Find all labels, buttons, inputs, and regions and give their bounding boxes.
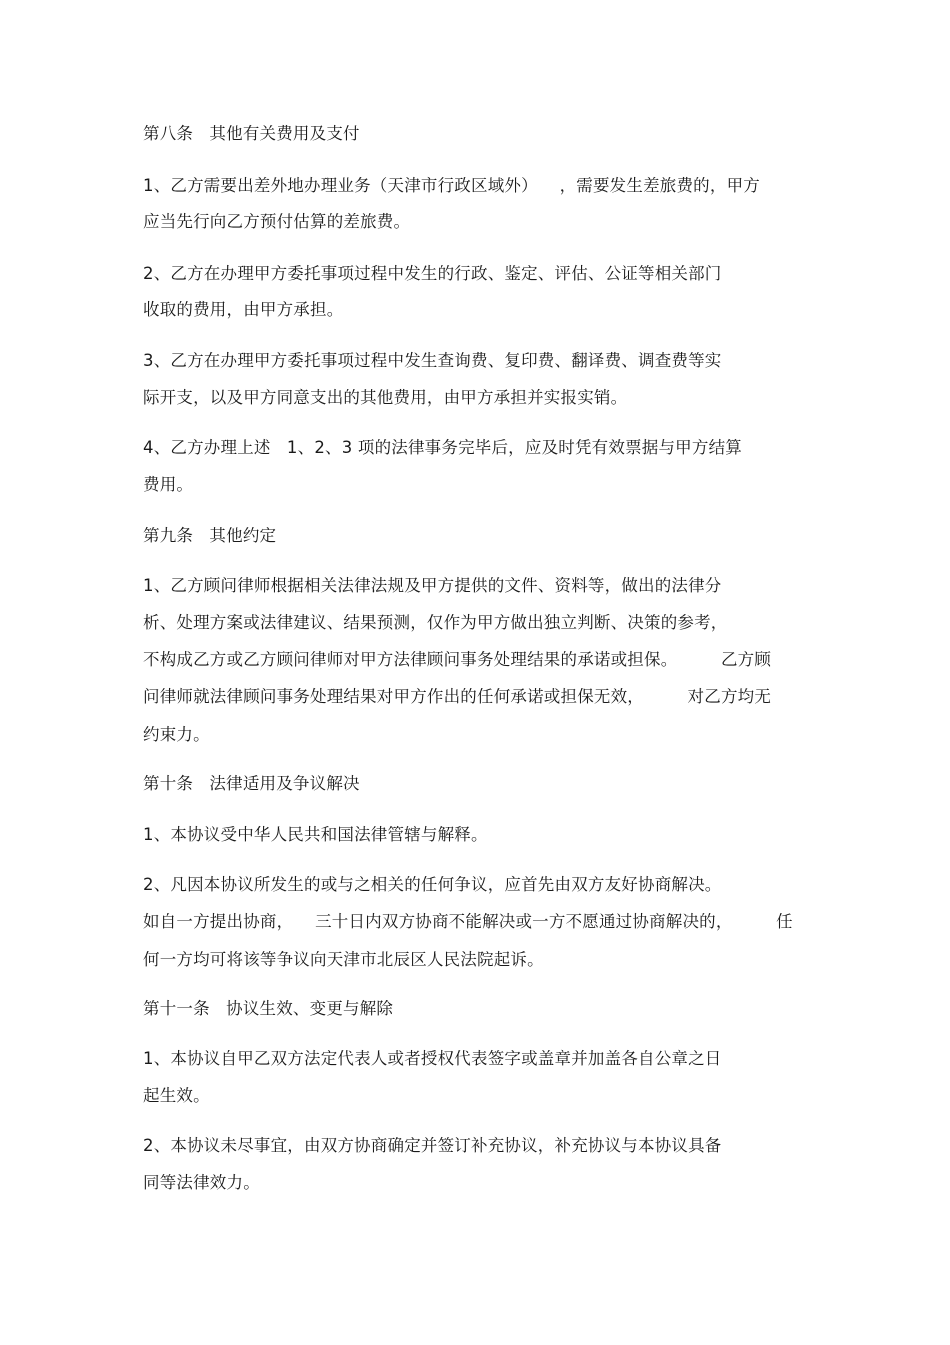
- paragraph-line: 3、乙方在办理甲方委托事项过程中发生查询费、复印费、翻译费、调查费等实: [143, 351, 722, 370]
- paragraph-line: 2、凡因本协议所发生的或与之相关的任何争议，应首先由双方友好协商解决。: [143, 875, 722, 894]
- paragraph-line: 起生效。: [143, 1086, 210, 1105]
- paragraph-line: 费用。: [143, 475, 194, 494]
- paragraph-line: 1、乙方顾问律师根据相关法律法规及甲方提供的文件、资料等，做出的法律分: [143, 576, 722, 595]
- paragraph-line: 应当先行向乙方预付估算的差旅费。: [143, 212, 411, 231]
- section-heading-8: 第八条 其他有关费用及支付: [143, 124, 360, 143]
- paragraph-line: 2、乙方在办理甲方委托事项过程中发生的行政、鉴定、评估、公证等相关部门: [143, 264, 722, 283]
- paragraph-line: 1、本协议受中华人民共和国法律管辖与解释。: [143, 825, 488, 844]
- paragraph-line: 收取的费用，由甲方承担。: [143, 300, 344, 319]
- section-heading-9: 第九条 其他约定: [143, 526, 277, 545]
- paragraph-line: 1、本协议自甲乙双方法定代表人或者授权代表签字或盖章并加盖各自公章之日: [143, 1049, 722, 1068]
- paragraph-line: 4、乙方办理上述 1、2、3 项的法律事务完毕后，应及时凭有效票据与甲方结算: [143, 438, 742, 457]
- paragraph-line: 1、乙方需要出差外地办理业务（天津市行政区域外） ，需要发生差旅费的，甲方: [143, 176, 760, 195]
- paragraph-line: 不构成乙方或乙方顾问律师对甲方法律顾问事务处理结果的承诺或担保。 乙方顾: [143, 650, 772, 669]
- section-heading-10: 第十条 法律适用及争议解决: [143, 774, 360, 793]
- paragraph-line: 际开支，以及甲方同意支出的其他费用，由甲方承担并实报实销。: [143, 388, 628, 407]
- paragraph-line: 约束力。: [143, 725, 210, 744]
- paragraph-line: 同等法律效力。: [143, 1173, 260, 1192]
- section-heading-11: 第十一条 协议生效、变更与解除: [143, 999, 394, 1018]
- paragraph-line: 如自一方提出协商， 三十日内双方协商不能解决或一方不愿通过协商解决的， 任: [143, 912, 793, 931]
- paragraph-line: 析、处理方案或法律建议、结果预测，仅作为甲方做出独立判断、决策的参考，: [143, 613, 728, 632]
- paragraph-line: 2、本协议未尽事宜，由双方协商确定并签订补充协议，补充协议与本协议具备: [143, 1136, 722, 1155]
- paragraph-line: 问律师就法律顾问事务处理结果对甲方作出的任何承诺或担保无效， 对乙方均无: [143, 687, 772, 706]
- paragraph-line: 何一方均可将该等争议向天津市北辰区人民法院起诉。: [143, 950, 544, 969]
